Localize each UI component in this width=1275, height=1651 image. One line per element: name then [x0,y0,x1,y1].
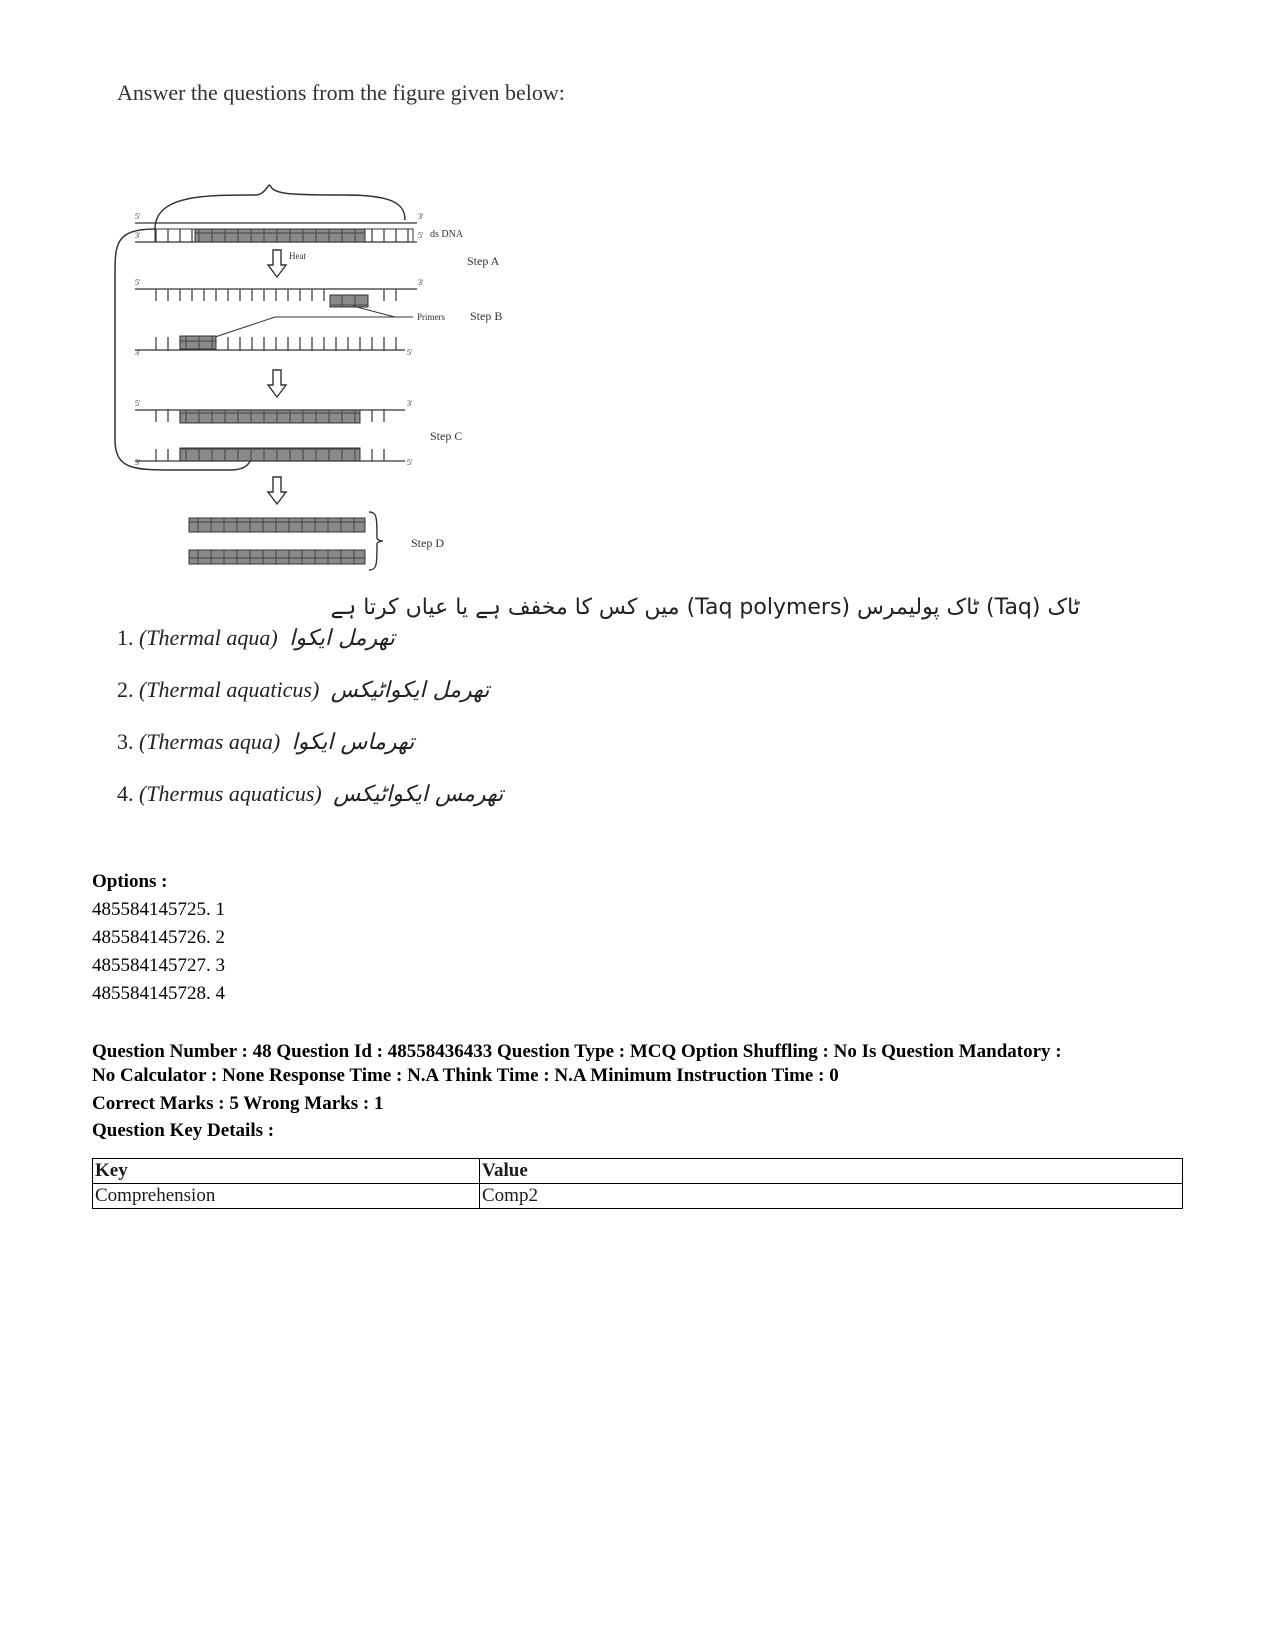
table-cell-value: Comp2 [480,1184,1183,1209]
label-step-a: Step A [467,254,500,268]
svg-text:5': 5' [135,278,141,287]
key-details-heading: Question Key Details : [92,1120,275,1141]
down-arrow [268,370,286,397]
step-b-bottom-strand [135,336,413,357]
svg-text:5': 5' [407,458,413,467]
step-b-top-strand [135,278,424,307]
instruction-text: Answer the questions from the figure given below: [117,80,565,105]
svg-text:3': 3' [418,278,424,287]
label-ds-dna: ds DNA [430,229,464,240]
question-meta-line2: No Calculator : None Response Time : N.A Think Time : N.A Minimum Instruction Time : 0 [92,1065,839,1086]
urdu-question: ٹاک (Taq) ٹاک پولیمرس (Taq polymers) میں کس کا مخفف ہے یا عیاں کرتا ہے [330,595,1080,620]
svg-text:3': 3' [407,399,413,408]
step-a-dna [135,212,500,268]
table-header-row [93,1159,1183,1184]
question-image [95,70,1195,860]
label-step-b: Step B [470,309,503,323]
label-3prime: 3' [418,212,424,221]
options-heading: Options : [92,871,168,892]
heat-arrow [268,250,306,277]
label-step-c: Step C [430,429,463,443]
down-arrow [268,477,286,504]
option-item: 485584145728. 4 [92,983,225,1004]
label-3prime: 3' [135,231,141,240]
marks-line: Correct Marks : 5 Wrong Marks : 1 [92,1093,384,1114]
table-cell-key: Comprehension [93,1184,480,1209]
label-5prime: 5' [418,231,424,240]
cycle-loop [115,185,405,470]
step-c-dna [135,399,462,467]
label-heat: Heat [289,251,306,261]
label-step-d: Step D [411,536,444,550]
label-primers: Primers [417,312,445,322]
label-5prime: 5' [135,212,141,221]
question-meta [92,1040,1062,1088]
svg-text:3': 3' [135,348,141,357]
svg-text:3': 3' [135,458,141,467]
pcr-diagram [95,125,515,515]
svg-text:5': 5' [135,399,141,408]
choice-2: 2. (Thermal aquaticus) تھرمل ایکواٹیکس [117,677,490,703]
table-header-key: Key [93,1159,480,1184]
svg-text:5': 5' [407,348,413,357]
options-section [92,868,225,1008]
option-item: 485584145727. 3 [92,955,225,976]
choice-1: 1. (Thermal aqua) تھرمل ایکوا [117,625,395,651]
primers-pointer [215,306,502,337]
option-item: 485584145726. 2 [92,927,225,948]
key-table [92,1158,1183,1209]
choice-4: 4. (Thermus aquaticus) تھرمس ایکواٹیکس [117,781,504,807]
table-row [93,1184,1183,1209]
choice-3: 3. (Thermas aqua) تھرماس ایکوا [117,729,415,755]
option-item: 485584145725. 1 [92,899,225,920]
step-d-diagram [185,510,485,580]
table-header-value: Value [480,1159,1183,1184]
question-meta-line1: Question Number : 48 Question Id : 48558436433 Question Type : MCQ Option Shuffling : No Is Question Mandatory : [92,1041,1062,1062]
